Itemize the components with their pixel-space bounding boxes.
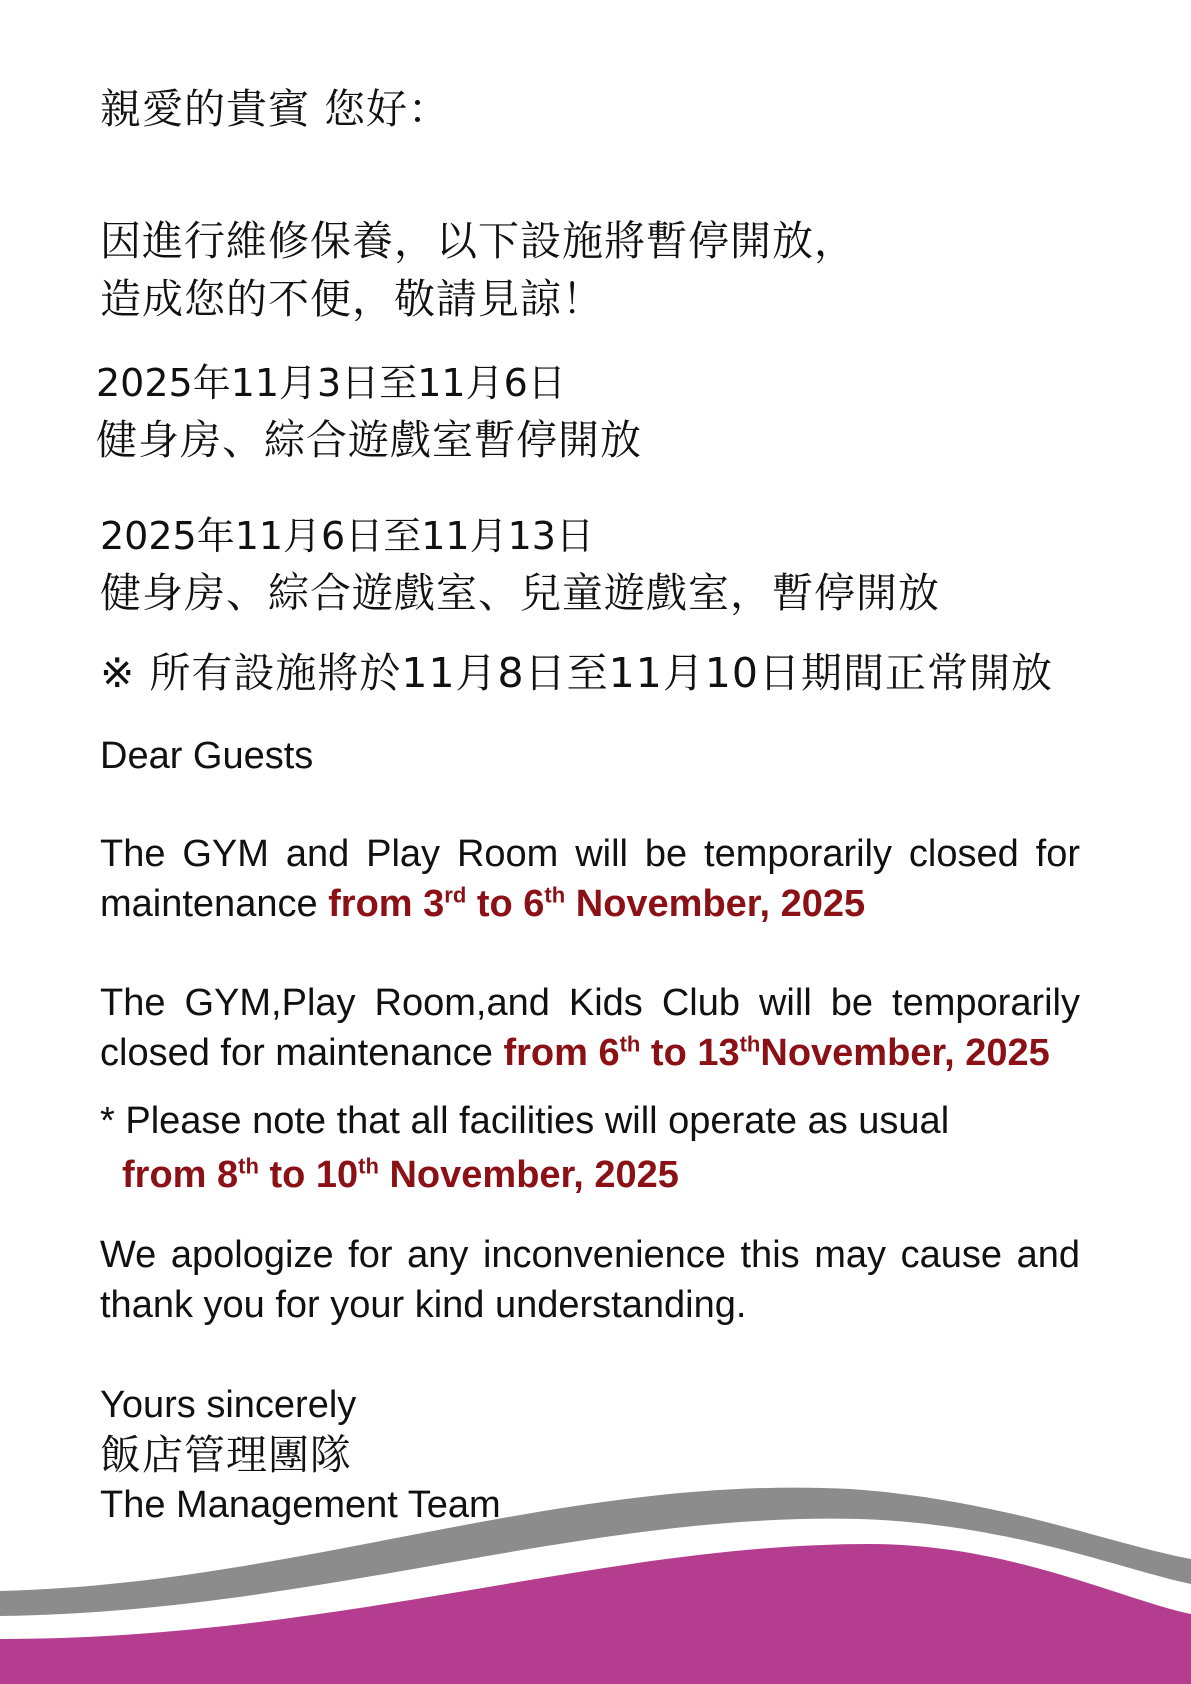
chinese-intro xyxy=(100,212,856,328)
team-name-zh: 飯店管理團隊 xyxy=(100,1431,352,1479)
apology-paragraph: We apologize for any inconvenience this may cause and thank you for your kind understanding. xyxy=(100,1234,1080,1326)
p2-dates: from 6th to 13thNovember, 2025 xyxy=(503,1031,1050,1074)
period1-facilities: 健身房、綜合遊戲室暫停開放 xyxy=(96,416,642,464)
footer-wave-decoration xyxy=(0,1434,1191,1684)
p2-text: The GYM,Play Room,and Kids Club will be temporarily closed for maintenance xyxy=(100,982,1080,1074)
closing: Yours sincerely xyxy=(100,1384,357,1426)
period1-date: 2025年11月3日至11月6日 xyxy=(96,361,566,405)
closure-period-2-zh xyxy=(100,508,940,622)
team-name-en: The Management Team xyxy=(100,1484,501,1526)
period2-facilities: 健身房、綜合遊戲室、兒童遊戲室，暫停開放 xyxy=(100,569,940,617)
english-paragraph-1 xyxy=(100,829,1080,929)
note-text: * Please note that all facilities will operate as usual xyxy=(100,1100,950,1142)
english-note xyxy=(100,1096,949,1200)
english-paragraph-2 xyxy=(100,978,1080,1078)
p1-text: The GYM and Play Room will be temporarily closed for maintenance xyxy=(100,833,1080,925)
p1-dates: from 3rd to 6th November, 2025 xyxy=(328,882,866,925)
chinese-greeting: 親愛的貴賓 您好： xyxy=(100,85,451,133)
note-dates: from 8th to 10th November, 2025 xyxy=(122,1153,679,1196)
chinese-note: ※ 所有設施將於11月8日至11月10日期間正常開放 xyxy=(100,649,1053,697)
period2-date: 2025年11月6日至11月13日 xyxy=(100,514,594,558)
closure-period-1-zh xyxy=(96,355,642,469)
english-greeting: Dear Guests xyxy=(100,735,314,777)
chinese-intro-line2: 造成您的不便，敬請見諒！ xyxy=(100,275,604,323)
chinese-intro-line1: 因進行維修保養，以下設施將暫停開放， xyxy=(100,217,856,265)
